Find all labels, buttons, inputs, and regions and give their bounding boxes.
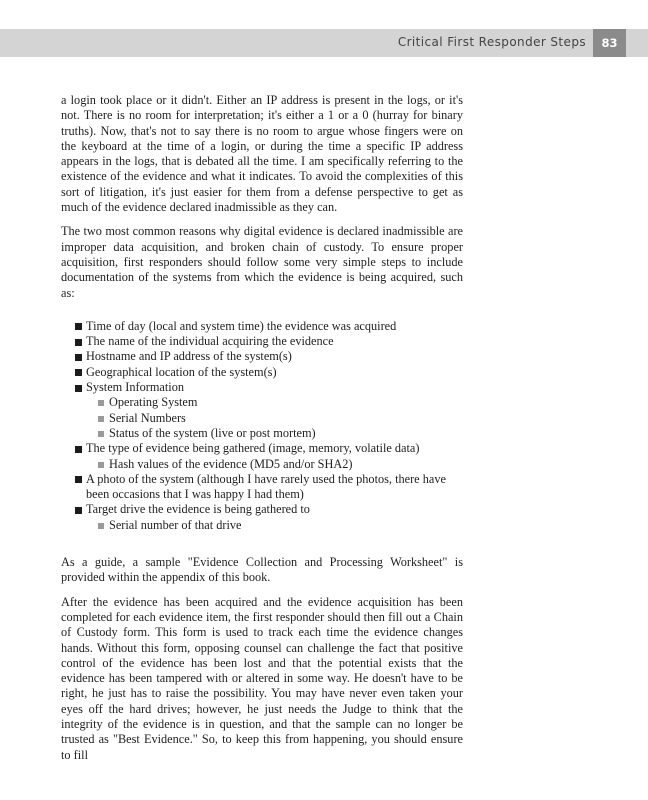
list-item (75, 380, 463, 441)
sub-list-item-text: Hash values of the evidence (MD5 and/or SHA2) (109, 456, 353, 471)
sub-list-item (98, 411, 463, 426)
sub-list (86, 457, 463, 472)
sub-list-item-text: Serial Numbers (109, 410, 186, 425)
sub-list-item (98, 518, 463, 533)
list-item (75, 441, 463, 472)
list-item-text: A photo of the system (although I have rarely used the photos, there have been occasions that I was happy I had them) (86, 471, 446, 502)
page-number: 83 (593, 29, 626, 57)
list-item (75, 334, 463, 349)
list-item-text: Time of day (local and system time) the evidence was acquired (86, 318, 397, 333)
paragraph: After the evidence has been acquired and the evidence acquisition has been completed for each evidence item, the first responder should then fill out a Chain of Custody form. This form is used to track each time the evidence changes hands. Without this form, opposing counsel can challenge the fact that positive control of the evidence has been lost and that the potential exists that the evidence has been tampered with or altered in some way. He doesn't have to be right, he just has to raise the possibility. You may have never even taken your eyes off the hard drives; however, he just needs the Judge to think that the integrity of the evidence is in question, and that the sample can no longer be trusted as "Best Evidence." So, to keep this from happening, you should ensure to fill (61, 594, 463, 762)
sub-list (86, 518, 463, 533)
sub-list (86, 395, 463, 441)
list-item-text: System Information (86, 380, 185, 395)
running-head-title: Critical First Responder Steps (397, 35, 586, 49)
list-item-text: The type of evidence being gathered (image, memory, volatile data) (86, 441, 420, 456)
square-bullet-icon (75, 323, 82, 330)
list-item-text: Hostname and IP address of the system(s) (86, 349, 292, 364)
list-item-text: The name of the individual acquiring the evidence (86, 334, 334, 349)
sub-list-item (98, 457, 463, 472)
list-item (75, 349, 463, 364)
square-bullet-icon (75, 507, 82, 514)
sub-bullet-icon (98, 400, 104, 406)
paragraph: As a guide, a sample "Evidence Collection and Processing Worksheet" is provided within the appendix of this book. (61, 555, 463, 585)
paragraph: a login took place or it didn't. Either an IP address is present in the logs, or it's not. There is no room for interpretation; it's either a 1 or a 0 (hurray for binary truths). Now, that's not to say there is no room to argue whose fingers were on the keyboard at the time of a login, or during the time a specific IP address appears in the logs, that is debated all the time. I am specifically referring to the existence of the evidence and what it indicates. To avoid the complexities of this sort of litigation, it's just easier for them from a defense perspective to get as much of the evidence declared inadmissible as they can. (61, 93, 463, 215)
sub-bullet-icon (98, 431, 104, 437)
sub-bullet-icon (98, 462, 104, 468)
sub-bullet-icon (98, 416, 104, 422)
square-bullet-icon (75, 385, 82, 392)
square-bullet-icon (75, 339, 82, 346)
sub-list-item-text: Operating System (109, 395, 198, 410)
sub-list-item (98, 395, 463, 410)
evidence-documentation-list (61, 319, 463, 533)
sub-bullet-icon (98, 523, 104, 529)
square-bullet-icon (75, 446, 82, 453)
paragraph: The two most common reasons why digital evidence is declared inadmissible are improper data acquisition, and broken chain of custody. To ensure proper acquisition, first responders should follow some very simple steps to include documentation of the systems from which the evidence is being acquired, such as: (61, 224, 463, 300)
sub-list-item (98, 426, 463, 441)
list-item (75, 365, 463, 380)
page-content (61, 93, 463, 772)
sub-list-item-text: Status of the system (live or post mortem) (109, 425, 316, 440)
square-bullet-icon (75, 476, 82, 483)
square-bullet-icon (75, 354, 82, 361)
list-item (75, 319, 463, 334)
list-item-text: Target drive the evidence is being gathered to (86, 502, 310, 517)
list-item (75, 472, 463, 503)
square-bullet-icon (75, 369, 82, 376)
list-item (75, 502, 463, 533)
sub-list-item-text: Serial number of that drive (109, 517, 242, 532)
list-item-text: Geographical location of the system(s) (86, 364, 277, 379)
